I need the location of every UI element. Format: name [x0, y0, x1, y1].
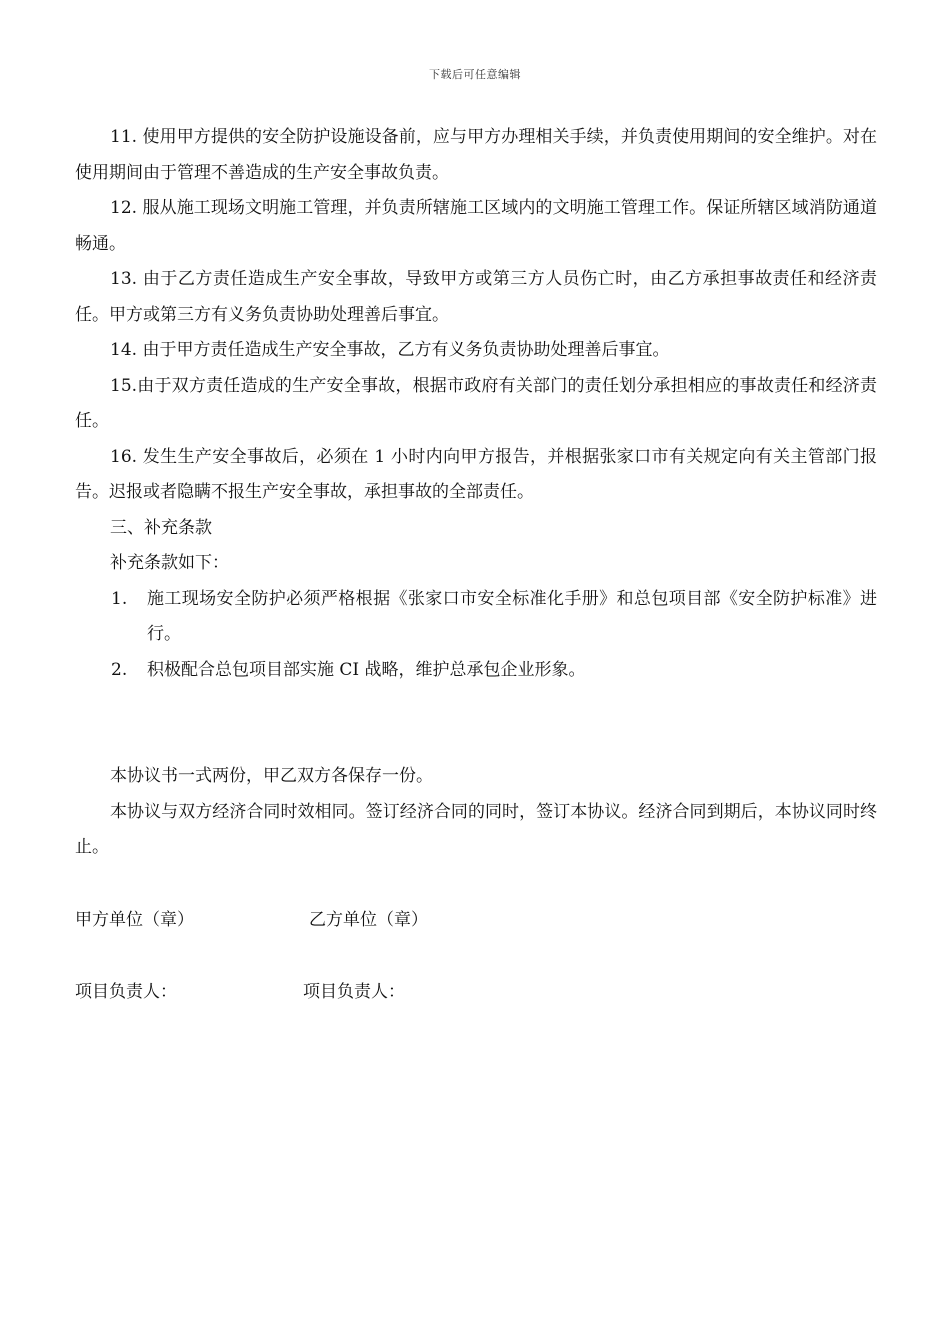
supplement-intro: 补充条款如下：	[110, 553, 229, 573]
closing-copies: 本协议书一式两份，甲乙双方各保存一份。	[110, 766, 433, 786]
supplement-item-2	[75, 653, 877, 689]
document-body	[75, 120, 877, 866]
header-note: 下载后可任意编辑	[429, 68, 521, 81]
spacer	[75, 688, 877, 759]
signature-row-units	[75, 908, 775, 932]
clause-14: 14. 由于甲方责任造成生产安全事故，乙方有义务负责协助处理善后事宜。	[110, 340, 670, 360]
supplement-item-text: 施工现场安全防护必须严格根据《张家口市安全标准化手册》和总包项目部《安全防护标准》进行。	[147, 588, 877, 644]
clause-16: 16. 发生生产安全事故后，必须在 1 小时内向甲方报告，并根据张家口市有关规定向有关主管部门报告。迟报或者隐瞒不报生产安全事故，承担事故的全部责任。	[75, 446, 877, 502]
supplement-item-text: 积极配合总包项目部实施 CI 战略，维护总承包企业形象。	[147, 659, 586, 680]
clause-11: 11. 使用甲方提供的安全防护设施设备前，应与甲方办理相关手续，并负责使用期间的安全维护。对在使用期间由于管理不善造成的生产安全事故负责。	[75, 127, 877, 183]
clause-13: 13. 由于乙方责任造成生产安全事故，导致甲方或第三方人员伤亡时，由乙方承担事故责任和经济责任。甲方或第三方有义务负责协助处理善后事宜。	[75, 269, 877, 325]
party-a-unit: 甲方单位（章）	[75, 910, 194, 930]
closing-validity: 本协议与双方经济合同时效相同。签订经济合同的同时，签订本协议。经济合同到期后，本协议同时终止。	[75, 801, 877, 857]
clause-15: 15.由于双方责任造成的生产安全事故，根据市政府有关部门的责任划分承担相应的事故责任和经济责任。	[75, 375, 877, 431]
party-a-lead: 项目负责人：	[75, 982, 177, 1002]
supplement-item-1	[75, 582, 877, 653]
signature-row-leads	[75, 980, 775, 1004]
clause-12: 12. 服从施工现场文明施工管理，并负责所辖施工区域内的文明施工管理工作。保证所辖区域消防通道畅通。	[75, 198, 877, 254]
party-b-unit: 乙方单位（章）	[309, 910, 428, 930]
party-b-lead: 项目负责人：	[303, 982, 405, 1002]
section-heading-supplement: 三、补充条款	[110, 517, 212, 538]
supplement-item-number: 2.	[111, 659, 128, 680]
supplement-item-number: 1.	[111, 588, 128, 609]
